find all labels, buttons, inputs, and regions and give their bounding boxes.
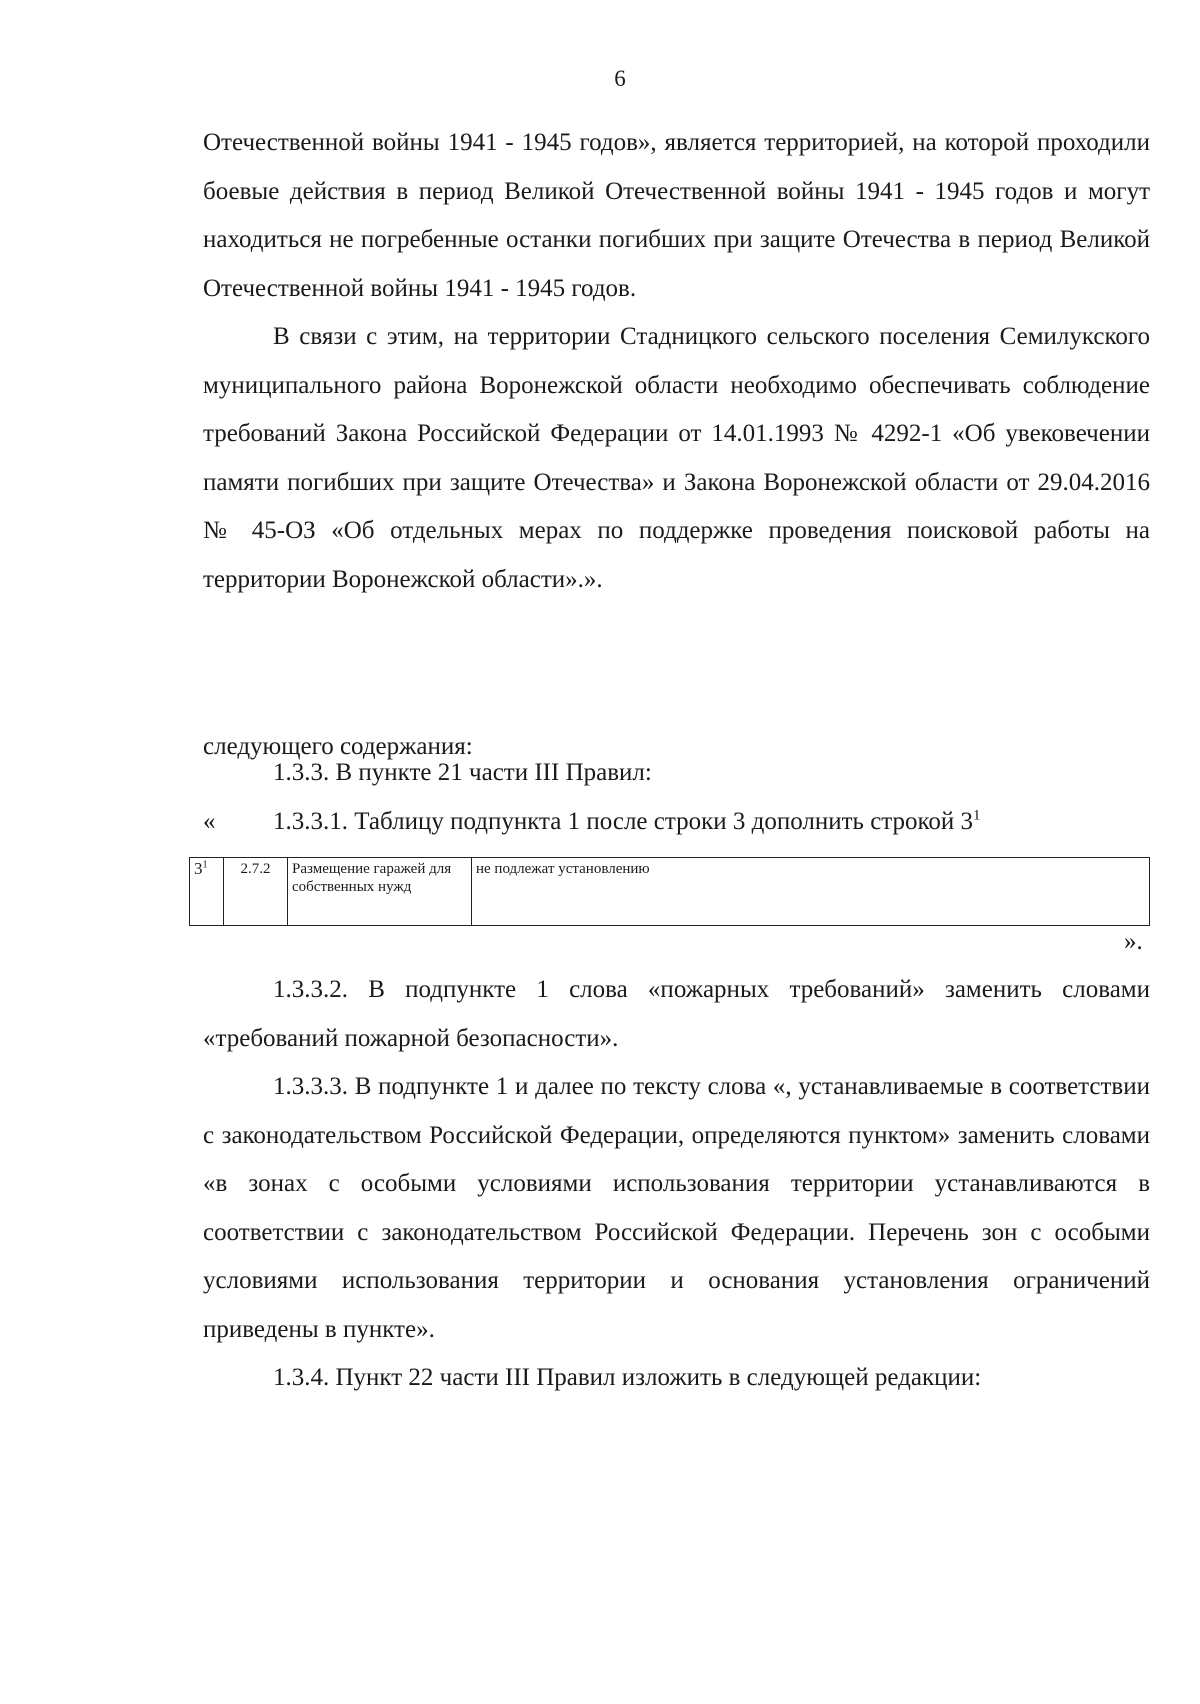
table-cell-name: Размещение гаражей для собственных нужд bbox=[288, 858, 472, 926]
page-number: 6 bbox=[614, 66, 626, 91]
table-cell-restriction: не подлежат установлению bbox=[472, 858, 1150, 926]
table-number: 3 bbox=[194, 859, 203, 878]
table-number-sup: 1 bbox=[202, 859, 208, 871]
paragraph-following-content: следующего содержания: bbox=[203, 733, 473, 760]
paragraph-1-3-4: 1.3.4. Пункт 22 части III Правил изложить в следующей редакции: bbox=[273, 1364, 982, 1391]
table-cell-code: 2.7.2 bbox=[224, 858, 288, 926]
table-row bbox=[190, 858, 1150, 926]
row-superscript: 1 bbox=[973, 807, 981, 824]
paragraph-continuation: Отечественной войны 1941 - 1945 годов», является территорией, на которой проходили боевые действия в период Великой Отечественной войны 1941 - 1945 годов и могут находиться не погребенные останки погибших при защите Отечества в период Великой Отечественной войны 1941 - 1945 годов. bbox=[203, 129, 1150, 302]
paragraph-1-3-3-3: 1.3.3.3. В подпункте 1 и далее по тексту слова «, устанавливаемые в соответствии с законодательством Российской Федерации, определяются пунктом» заменить словами «в зонах с особыми условиями использования территории устанавливаются в соответствии с законодательством Российской Федерации. Перечень зон с особыми условиями использования территории и основания установления ограничений приведены в пункте». bbox=[203, 1073, 1150, 1343]
insert-table bbox=[189, 857, 1150, 926]
paragraph-requirements: В связи с этим, на территории Стадницкого сельского поселения Семилукского муниципального района Воронежской области необходимо обеспечивать соблюдение требований Закона Российской Федерации от 14.01.1993 № 4292-1 «Об увековечении памяти погибших при защите Отечества» и Закона Воронежской области от 29.04.2016 № 45-ОЗ «Об отдельных мерах по поддержке проведения поисковой работы на территории Воронежской области».». bbox=[203, 323, 1150, 593]
paragraph-1-3-3-1-text: 1.3.3.1. Таблицу подпункта 1 после строки 3 дополнить строкой 3 bbox=[273, 807, 974, 835]
text-block-final bbox=[203, 966, 1150, 1403]
open-quote: « bbox=[203, 808, 216, 835]
table-cell-number bbox=[190, 858, 224, 926]
text-block-following bbox=[203, 723, 1150, 772]
paragraph-1-3-3-1 bbox=[203, 798, 1150, 847]
paragraph-1-3-3-2: 1.3.3.2. В подпункте 1 слова «пожарных требований» заменить словами «требований пожарной безопасности». bbox=[203, 976, 1150, 1052]
paragraph-1-3-3: 1.3.3. В пункте 21 части III Правил: bbox=[273, 759, 652, 786]
text-block-intro bbox=[203, 119, 1150, 604]
close-quote: ». bbox=[1124, 928, 1143, 955]
